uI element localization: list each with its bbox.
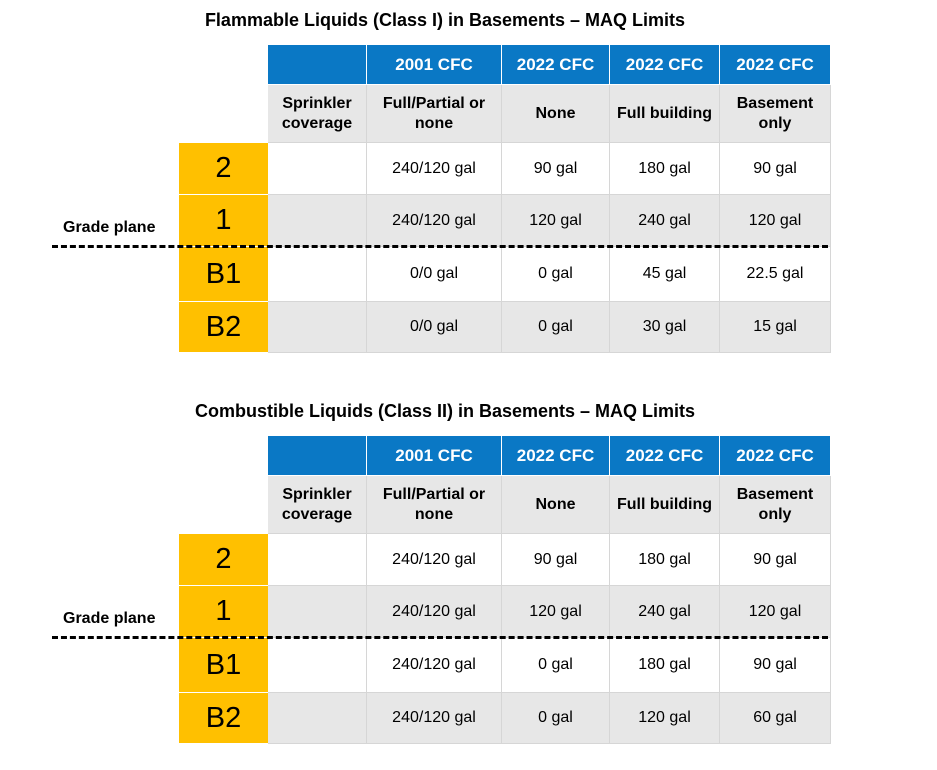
table-cell-empty bbox=[268, 143, 367, 195]
grade-plane-line bbox=[52, 245, 828, 248]
floor-label: 2 bbox=[179, 143, 268, 195]
table-cell-empty bbox=[268, 247, 367, 302]
table-cell: 0/0 gal bbox=[367, 247, 502, 302]
table-cell: 180 gal bbox=[610, 638, 720, 693]
table-cell: 120 gal bbox=[720, 586, 831, 638]
subheader-cell: Full building bbox=[610, 476, 720, 534]
grade-plane-label: Grade plane bbox=[63, 219, 156, 236]
floor-label: 1 bbox=[179, 195, 268, 247]
table-cell-empty bbox=[268, 586, 367, 638]
table-cell-empty bbox=[268, 638, 367, 693]
subheader-cell: None bbox=[502, 85, 610, 143]
table-cell-empty bbox=[268, 534, 367, 586]
table-cell: 0 gal bbox=[502, 693, 610, 744]
table-cell: 0 gal bbox=[502, 638, 610, 693]
table-cell: 120 gal bbox=[720, 195, 831, 247]
table-cell: 120 gal bbox=[610, 693, 720, 744]
sprinkler-coverage-label: Sprinkler coverage bbox=[268, 476, 367, 534]
table-cell: 0/0 gal bbox=[367, 302, 502, 353]
table-cell-empty bbox=[268, 195, 367, 247]
table-cell: 0 gal bbox=[502, 247, 610, 302]
column-header: 2022 CFC bbox=[610, 436, 720, 476]
column-header: 2022 CFC bbox=[502, 45, 610, 85]
table-cell: 60 gal bbox=[720, 693, 831, 744]
table-cell: 240/120 gal bbox=[367, 534, 502, 586]
floor-label: B1 bbox=[179, 638, 268, 693]
column-header: 2001 CFC bbox=[367, 436, 502, 476]
floor-label: 2 bbox=[179, 534, 268, 586]
subheader-cell: Full/Partial or none bbox=[367, 476, 502, 534]
subheader-cell: Basement only bbox=[720, 85, 831, 143]
table-cell: 180 gal bbox=[610, 534, 720, 586]
table-cell: 90 gal bbox=[502, 534, 610, 586]
table-cell: 90 gal bbox=[720, 534, 831, 586]
column-header: 2022 CFC bbox=[720, 436, 831, 476]
floor-label: B2 bbox=[179, 693, 268, 744]
table-cell: 0 gal bbox=[502, 302, 610, 353]
column-header: 2022 CFC bbox=[610, 45, 720, 85]
table-cell: 240/120 gal bbox=[367, 638, 502, 693]
table-section-combustible bbox=[0, 400, 937, 770]
grade-plane-line bbox=[52, 636, 828, 639]
sprinkler-coverage-label: Sprinkler coverage bbox=[268, 85, 367, 143]
table-cell: 22.5 gal bbox=[720, 247, 831, 302]
table-cell: 240/120 gal bbox=[367, 195, 502, 247]
table-cell: 15 gal bbox=[720, 302, 831, 353]
table-title: Flammable Liquids (Class I) in Basements – MAQ Limits bbox=[204, 10, 686, 30]
floor-label: B2 bbox=[179, 302, 268, 353]
table-cell: 90 gal bbox=[502, 143, 610, 195]
column-header: 2022 CFC bbox=[502, 436, 610, 476]
table-cell: 45 gal bbox=[610, 247, 720, 302]
table-cell: 240 gal bbox=[610, 586, 720, 638]
table-cell: 240/120 gal bbox=[367, 693, 502, 744]
floor-label: 1 bbox=[179, 586, 268, 638]
subheader-cell: Full building bbox=[610, 85, 720, 143]
column-header: 2001 CFC bbox=[367, 45, 502, 85]
header-blank-cell bbox=[268, 436, 367, 476]
floor-label: B1 bbox=[179, 247, 268, 302]
table-title: Combustible Liquids (Class II) in Basements – MAQ Limits bbox=[194, 401, 696, 421]
subheader-cell: None bbox=[502, 476, 610, 534]
subheader-cell: Basement only bbox=[720, 476, 831, 534]
column-header: 2022 CFC bbox=[720, 45, 831, 85]
table-cell-empty bbox=[268, 693, 367, 744]
table-cell: 120 gal bbox=[502, 586, 610, 638]
subheader-cell: Full/Partial or none bbox=[367, 85, 502, 143]
table-cell: 120 gal bbox=[502, 195, 610, 247]
table-cell: 240 gal bbox=[610, 195, 720, 247]
table-cell: 180 gal bbox=[610, 143, 720, 195]
table-cell: 240/120 gal bbox=[367, 143, 502, 195]
table-cell-empty bbox=[268, 302, 367, 353]
table-section-flammable bbox=[0, 9, 937, 379]
table-cell: 90 gal bbox=[720, 638, 831, 693]
table-cell: 30 gal bbox=[610, 302, 720, 353]
table-cell: 240/120 gal bbox=[367, 586, 502, 638]
table-cell: 90 gal bbox=[720, 143, 831, 195]
header-blank-cell bbox=[268, 45, 367, 85]
grade-plane-label: Grade plane bbox=[63, 610, 156, 627]
